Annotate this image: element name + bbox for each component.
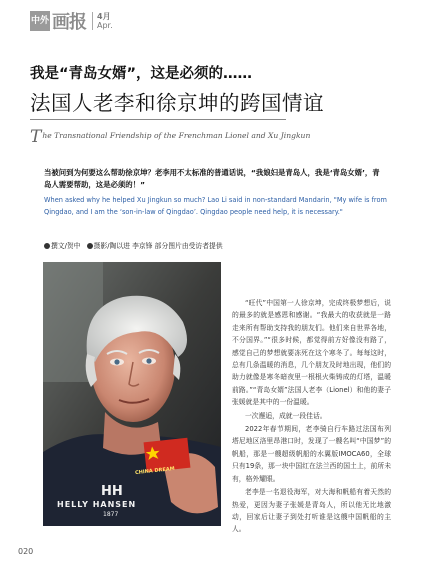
- shirt-brand: HELLY HANSEN: [57, 500, 137, 509]
- article-body: [232, 297, 391, 537]
- issue-month-cn: 4月: [97, 12, 111, 21]
- magazine-logo-text: 画报: [52, 12, 86, 33]
- article-subtitle-en: [30, 127, 310, 147]
- shirt-logo: HH: [101, 484, 123, 499]
- body-paragraph: 一次邂逅，成就一段佳话。: [245, 411, 327, 420]
- issue-month: [92, 12, 113, 30]
- bullet-icon: [87, 243, 93, 249]
- byline: [44, 240, 223, 250]
- lead-paragraph-en: When asked why he helped Xu Jingkun so much? Lao Li said in non-standard Mandarin, "My wife is from Qingdao, and I am the ‘son-in-law of Qingdao’. Qingdao people need help, it is necessary.": [44, 196, 387, 216]
- flag-patch-label: CHINA DREAM: [134, 465, 175, 477]
- subtitle-drop-initial: T: [30, 127, 42, 147]
- page-number: 020: [18, 547, 34, 556]
- byline-photo: 摄影/陶以进 李京锋 部分图片由受访者提供: [93, 242, 223, 250]
- portrait-illustration: [43, 262, 221, 526]
- subtitle-text: he Transnational Friendship of the Frenchman Lionel and Xu Jingkun: [42, 131, 311, 140]
- article-kicker: 我是“青岛女婿”，这是必须的……: [30, 66, 253, 82]
- magazine-logo-mark: [30, 11, 50, 31]
- byline-author: 撰文/贺中: [51, 242, 81, 250]
- article-title: 法国人老李和徐京坤的跨国情谊: [30, 91, 324, 115]
- lead-paragraph-cn: 当被问到为何要这么帮助徐京坤？老李用不太标准的普通话说，“我娘妇是青岛人，我是‘青岛女婿’，青岛人需要帮助，这是必须的！”: [44, 168, 380, 189]
- bullet-icon: [44, 243, 50, 249]
- body-paragraph: 2022年春节期间，老李骑自行车路过法国布列塔尼地区洛里昂港口时，发现了一艘名叫“中国梦”的帆船，那是一艘超级帆船的水翼版IMOCA60，全球只有19条，那一块中国红在法兰西的国土上，前所未有，格外耀眼。: [232, 425, 391, 483]
- body-paragraph: “旺代”中国第一人徐京坤，完成终极梦想后，说的最多的就是感恩和感谢。“我最大的收获就是一路走来所有帮助支持我的朋友们。他们来自世界各地，不分国界。”“很多时候，都觉得前方好像没有路了，感觉自己的梦想就要冻死在这个寒冬了。每每这时，总有几条温暖的消息，几个朋友及时地出现，他们的助力就像是寒冬暗夜里一根根火柴铸成的灯塔，温暖前路。”“青岛女婿”法国人老李（Lionel）和他的妻子张媛就是其中的一份温暖。: [232, 299, 391, 407]
- magazine-logo-small: 中外: [30, 16, 49, 26]
- shirt-year: 1877: [103, 511, 119, 518]
- masthead: [30, 10, 113, 32]
- issue-month-en: Apr.: [97, 21, 113, 30]
- body-paragraph: 老李是一名退役海军，对大海和帆船有着天然的热爱，更因为妻子张媛是青岛人，所以他无比地激动，回家后让妻子到处打听谁是这艘中国帆船的主人。: [232, 488, 391, 534]
- portrait-photo: [43, 262, 221, 526]
- title-divider: [30, 119, 286, 120]
